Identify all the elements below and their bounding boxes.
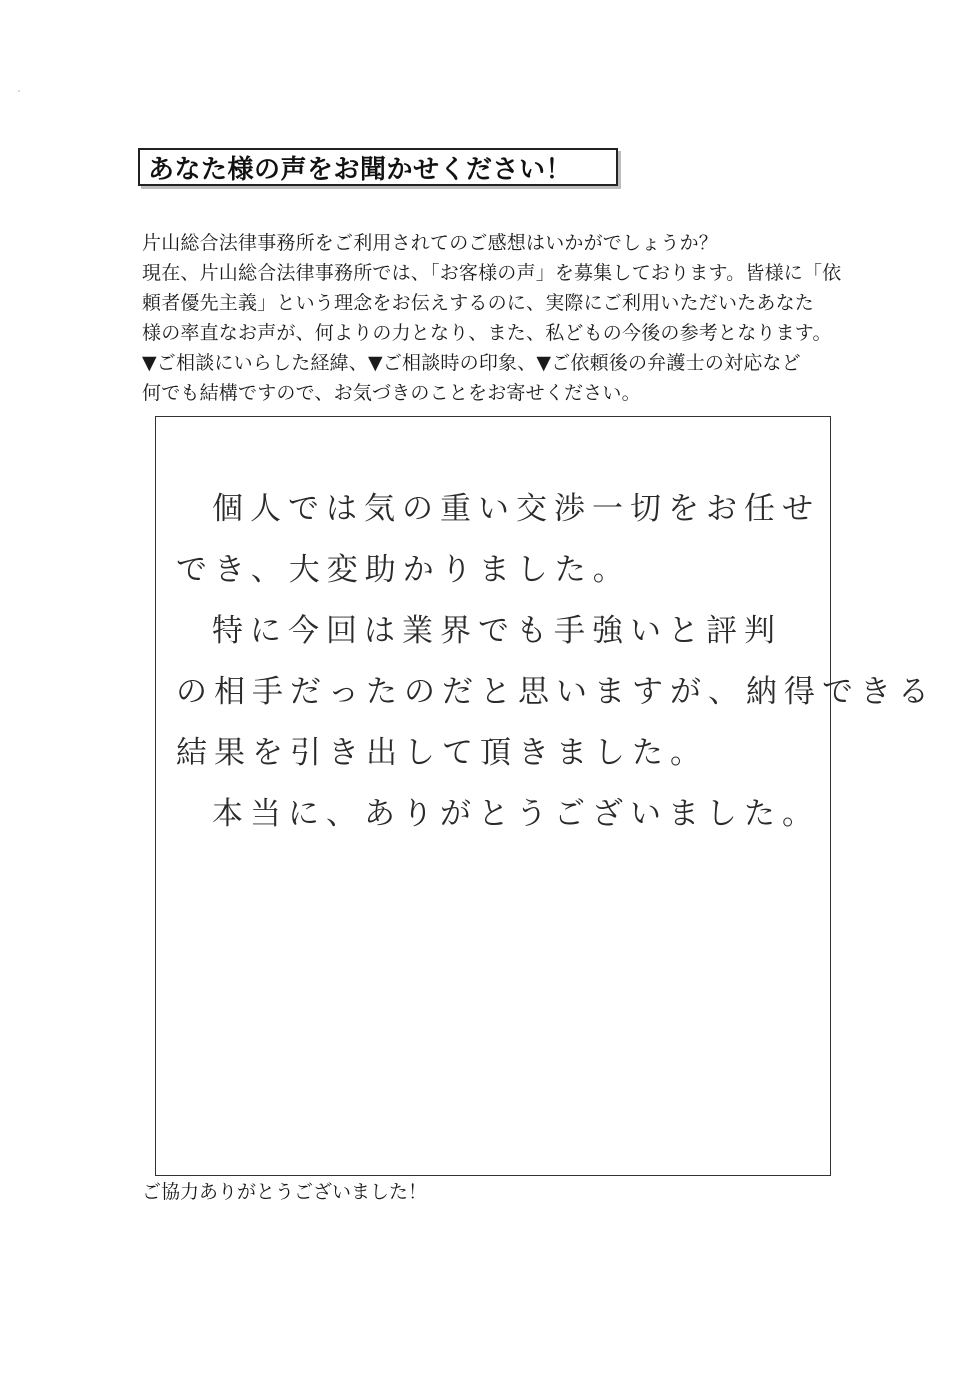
- response-line: 個人では気の重い交渉一切をお任せ: [212, 491, 820, 527]
- response-line: の相手だったのだと思いますが、納得できる: [176, 674, 936, 710]
- intro-line: 頼者優先主義」という理念をお伝えするのに、実際にご利用いただいたあなた: [142, 292, 815, 314]
- response-box: [155, 416, 936, 1176]
- scan-speck: [18, 90, 20, 92]
- intro-line: 現在、片山総合法律事務所では、「お客様の声」を募集しております。皆様に「依: [142, 262, 842, 284]
- response-line: 特に今回は業界でも手強いと評判: [212, 613, 782, 649]
- thanks-note: ご協力ありがとうございました！: [142, 1181, 428, 1203]
- response-line: でき、大変助かりました。: [176, 552, 631, 588]
- title-box: [138, 148, 618, 186]
- intro-paragraph: [142, 228, 852, 408]
- intro-line: 様の率直なお声が、何よりの力となり、また、私どもの今後の参考となります。: [142, 322, 832, 344]
- intro-line: 片山総合法律事務所をご利用されてのご感想はいかがでしょうか？: [142, 232, 719, 254]
- handwritten-response: [176, 479, 936, 845]
- page-title: あなた様の声をお聞かせください！: [148, 154, 573, 185]
- intro-line: 何でも結構ですので、お気づきのことをお寄せください。: [142, 382, 641, 404]
- response-line: 結果を引き出して頂きました。: [176, 735, 708, 771]
- intro-line: ▼ご相談にいらした経緯、▼ご相談時の印象、▼ご依頼後の弁護士の対応など: [142, 352, 801, 374]
- response-line: 本当に、ありがとうございました。: [212, 796, 820, 832]
